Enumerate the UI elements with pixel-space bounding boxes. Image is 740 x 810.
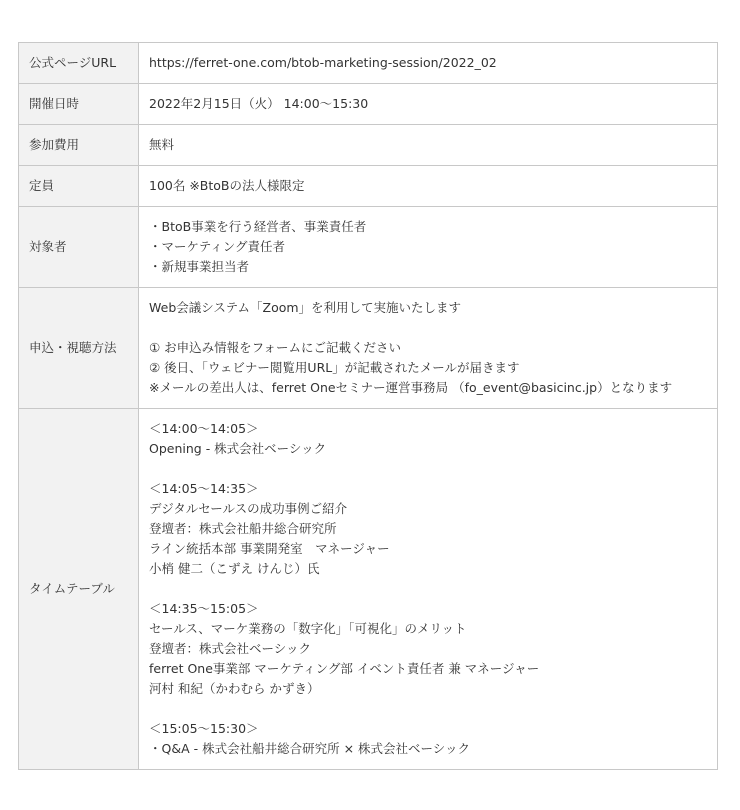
row-label: 開催日時	[19, 84, 139, 125]
table-row	[19, 43, 718, 84]
value-line: 登壇者：株式会社船井総合研究所	[149, 521, 337, 536]
value-line: ＜14:00〜14:05＞	[149, 421, 259, 436]
table-row	[19, 84, 718, 125]
value-line: ライン統括本部 事業開発室 マネージャー	[149, 541, 390, 556]
row-label: 対象者	[19, 207, 139, 288]
value-line	[149, 318, 707, 338]
value-line	[149, 459, 707, 479]
value-line: デジタルセールスの成功事例ご紹介	[149, 501, 348, 516]
table-row	[19, 166, 718, 207]
value-line: ferret One事業部 マーケティング部 イベント責任者 兼 マネージャー	[149, 661, 540, 676]
value-line: ・Q&A - 株式会社船井総合研究所 × 株式会社ベーシック	[149, 741, 471, 756]
value-line: セールス、マーケ業務の「数字化」「可視化」のメリット	[149, 621, 467, 636]
row-label: タイムテーブル	[19, 409, 139, 770]
value-line: 河村 和紀（かわむら かずき）	[149, 681, 320, 696]
row-value	[139, 84, 718, 125]
value-line: 小梢 健二（こずえ けんじ）氏	[149, 561, 320, 576]
row-value	[139, 166, 718, 207]
row-value	[139, 288, 718, 409]
row-value	[139, 207, 718, 288]
value-line: ・新規事業担当者	[149, 259, 250, 274]
row-value	[139, 125, 718, 166]
value-line: 無料	[149, 137, 175, 152]
table-row	[19, 409, 718, 770]
value-line: Web会議システム「Zoom」を利用して実施いたします	[149, 300, 462, 315]
value-line: 100名 ※BtoBの法人様限定	[149, 178, 305, 193]
row-label: 公式ページURL	[19, 43, 139, 84]
row-label: 参加費用	[19, 125, 139, 166]
table-row	[19, 125, 718, 166]
value-line: ＜14:05〜14:35＞	[149, 481, 259, 496]
event-info-table	[18, 42, 718, 770]
value-line: ① お申込み情報をフォームにご記載ください	[149, 340, 402, 355]
value-line: ② 後日、「ウェビナー閲覧用URL」が記載されたメールが届きます	[149, 360, 520, 375]
row-value	[139, 43, 718, 84]
row-label: 定員	[19, 166, 139, 207]
value-line: Opening - 株式会社ベーシック	[149, 441, 327, 456]
value-line: ※メールの差出人は、ferret Oneセミナー運営事務局 （fo_event@basicinc.jp）となります	[149, 380, 673, 395]
value-line: ＜14:35〜15:05＞	[149, 601, 259, 616]
value-line: ・マーケティング責任者	[149, 239, 286, 254]
official-url-link[interactable]: https://ferret-one.com/btob-marketing-session/2022_02	[149, 55, 497, 70]
table-row	[19, 207, 718, 288]
value-line: ＜15:05〜15:30＞	[149, 721, 259, 736]
value-line: 2022年2月15日（火） 14:00〜15:30	[149, 96, 369, 111]
row-value	[139, 409, 718, 770]
value-line: ・BtoB事業を行う経営者、事業責任者	[149, 219, 367, 234]
value-line: 登壇者：株式会社ベーシック	[149, 641, 312, 656]
value-line	[149, 699, 707, 719]
value-line	[149, 579, 707, 599]
row-label: 申込・視聴方法	[19, 288, 139, 409]
table-row	[19, 288, 718, 409]
